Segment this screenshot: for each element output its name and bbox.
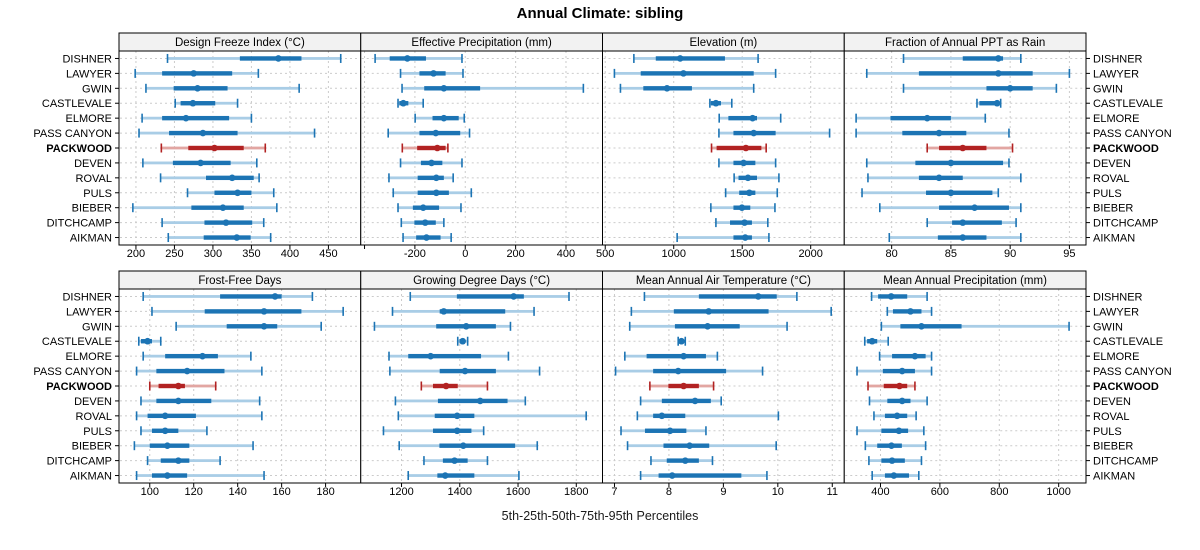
median-dot (948, 160, 955, 167)
iqr-bar (165, 354, 218, 358)
tick-label: 1800 (564, 486, 589, 498)
site-label-left: BIEBER (71, 440, 112, 453)
median-dot (183, 115, 190, 122)
site-label-right: ELMORE (1093, 351, 1140, 364)
median-dot (912, 353, 919, 360)
median-dot (889, 457, 896, 464)
median-dot (441, 115, 448, 122)
site-label-left: PASS CANYON (33, 366, 112, 379)
tick-label: 600 (930, 486, 950, 498)
tick-label: 9 (720, 486, 727, 498)
tick-label: 1000 (661, 248, 686, 260)
iqr-bar (417, 146, 445, 150)
axis-caption: 5th-25th-50th-75th-95th Percentiles (501, 509, 699, 523)
iqr-bar (162, 116, 229, 120)
site-label-left: PASS CANYON (33, 128, 112, 141)
median-dot (190, 70, 197, 77)
site-label-right: PULS (1093, 187, 1122, 200)
site-label-left: PULS (83, 187, 112, 200)
site-label-right: LAWYER (1093, 306, 1140, 319)
median-dot (888, 293, 895, 300)
median-dot (422, 219, 429, 226)
site-label-right: PACKWOOD (1093, 143, 1159, 155)
site-label-right: PACKWOOD (1093, 381, 1159, 393)
iqr-bar (181, 101, 216, 105)
tick-label: 1200 (389, 486, 414, 498)
median-dot (454, 427, 461, 434)
median-dot (1007, 85, 1014, 92)
iqr-bar (674, 309, 769, 313)
tick-label: 200 (126, 248, 146, 260)
median-dot (936, 175, 943, 182)
tick-label: 1000 (1046, 486, 1071, 498)
iqr-bar (205, 309, 302, 313)
iqr-bar (204, 235, 251, 239)
site-label-left: GWIN (82, 83, 112, 96)
iqr-bar (647, 354, 706, 358)
panel-title: Mean Annual Precipitation (mm) (883, 275, 1047, 287)
median-dot (442, 472, 449, 479)
median-dot (739, 204, 746, 211)
iqr-bar (892, 354, 926, 358)
median-dot (896, 427, 903, 434)
iqr-bar (662, 399, 711, 403)
site-label-right: BIEBER (1093, 440, 1134, 453)
site-label-right: DEVEN (1093, 395, 1131, 408)
median-dot (223, 219, 230, 226)
median-dot (948, 189, 955, 196)
iqr-bar (900, 324, 961, 328)
median-dot (433, 189, 440, 196)
site-label-right: PASS CANYON (1093, 366, 1172, 379)
median-dot (675, 368, 682, 375)
site-label-right: ELMORE (1093, 113, 1140, 126)
tick-label: 7 (611, 486, 618, 498)
iqr-bar (884, 384, 907, 388)
site-label-left: ELMORE (65, 113, 112, 126)
median-dot (704, 323, 711, 330)
panel-title: Growing Degree Days (°C) (413, 275, 551, 287)
iqr-bar (424, 86, 480, 90)
median-dot (175, 398, 182, 405)
site-label-left: DEVEN (74, 395, 112, 408)
site-label-right: AIKMAN (1093, 232, 1136, 245)
tick-label: 1500 (729, 248, 755, 260)
percentile-band (398, 414, 586, 417)
median-dot (441, 85, 448, 92)
median-dot (959, 234, 966, 241)
figure-title: Annual Climate: sibling (516, 5, 684, 22)
tick-label: 0 (462, 248, 469, 260)
median-dot (200, 130, 207, 137)
median-dot (894, 413, 901, 420)
median-dot (234, 189, 241, 196)
median-dot (197, 160, 204, 167)
tick-label: 80 (885, 248, 898, 260)
median-dot (705, 308, 712, 315)
tick-label: 800 (990, 486, 1009, 498)
median-dot (741, 219, 748, 226)
median-dot (677, 55, 684, 62)
tick-label: 85 (944, 248, 958, 260)
median-dot (680, 383, 687, 390)
site-label-left: BIEBER (71, 202, 112, 215)
iqr-bar (653, 369, 726, 373)
tick-label: 90 (1004, 248, 1017, 260)
median-dot (229, 175, 236, 182)
median-dot (440, 308, 447, 315)
median-dot (432, 130, 439, 137)
iqr-bar (915, 161, 1003, 165)
tick-label: 500 (596, 248, 615, 260)
median-dot (175, 457, 182, 464)
median-dot (659, 413, 666, 420)
iqr-bar (717, 146, 762, 150)
iqr-bar (881, 429, 908, 433)
median-dot (463, 323, 470, 330)
median-dot (746, 189, 753, 196)
median-dot (199, 353, 206, 360)
median-dot (400, 100, 407, 107)
percentile-band (677, 236, 769, 239)
site-label-left: CASTLEVALE (41, 336, 112, 349)
site-label-right: PASS CANYON (1093, 128, 1172, 141)
tick-label: 400 (280, 248, 300, 260)
iqr-bar (214, 191, 251, 195)
median-dot (667, 427, 674, 434)
tick-label: 450 (319, 248, 338, 260)
site-label-left: GWIN (82, 321, 112, 334)
median-dot (918, 323, 925, 330)
iqr-bar (227, 324, 278, 328)
iqr-bar (730, 220, 752, 224)
percentile-band (904, 57, 1021, 60)
tick-label: -200 (403, 248, 426, 260)
site-label-right: DISHNER (1093, 291, 1143, 304)
median-dot (162, 413, 169, 420)
median-dot (261, 323, 268, 330)
median-dot (678, 338, 685, 345)
site-label-right: DITCHCAMP (1093, 217, 1159, 230)
median-dot (443, 383, 450, 390)
iqr-bar (408, 354, 481, 358)
iqr-bar (656, 56, 725, 60)
percentile-band (904, 87, 1057, 90)
iqr-bar (439, 443, 515, 447)
iqr-bar (902, 131, 966, 135)
tick-label: 8 (665, 486, 672, 498)
median-dot (896, 383, 903, 390)
median-dot (420, 204, 427, 211)
median-dot (891, 472, 898, 479)
median-dot (959, 145, 966, 152)
site-label-left: DITCHCAMP (46, 217, 112, 230)
site-label-right: PULS (1093, 425, 1122, 438)
site-label-left: DISHNER (62, 291, 112, 304)
tick-label: 10 (771, 486, 784, 498)
iqr-bar (645, 429, 686, 433)
tick-label: 95 (1063, 248, 1076, 260)
iqr-bar (191, 205, 243, 209)
site-label-right: DEVEN (1093, 157, 1131, 170)
iqr-bar (653, 414, 685, 418)
iqr-bar (919, 71, 1033, 75)
iqr-bar (156, 399, 211, 403)
median-dot (924, 115, 931, 122)
median-dot (404, 55, 411, 62)
panel-title: Mean Annual Air Temperature (°C) (635, 275, 811, 287)
median-dot (434, 145, 441, 152)
median-dot (994, 100, 1001, 107)
median-dot (750, 130, 757, 137)
tick-label: 11 (826, 486, 838, 498)
median-dot (164, 472, 171, 479)
site-label-left: PACKWOOD (46, 381, 112, 393)
median-dot (272, 293, 279, 300)
site-label-right: CASTLEVALE (1093, 336, 1164, 349)
iqr-bar (890, 116, 950, 120)
tick-label: 250 (165, 248, 184, 260)
median-dot (423, 234, 430, 241)
median-dot (680, 353, 687, 360)
tick-label: 180 (316, 486, 335, 498)
median-dot (261, 308, 268, 315)
median-dot (451, 457, 458, 464)
site-label-right: LAWYER (1093, 68, 1140, 81)
site-label-left: PULS (83, 425, 112, 438)
median-dot (220, 204, 227, 211)
median-dot (433, 175, 440, 182)
median-dot (680, 70, 687, 77)
iqr-bar (433, 429, 471, 433)
median-dot (749, 115, 756, 122)
tick-label: 100 (140, 486, 159, 498)
site-label-left: DISHNER (62, 53, 112, 66)
tick-label: 350 (242, 248, 261, 260)
site-label-left: CASTLEVALE (41, 98, 112, 111)
median-dot (682, 457, 689, 464)
panel-title: Effective Precipitation (mm) (411, 37, 552, 49)
median-dot (190, 100, 197, 107)
median-dot (477, 398, 484, 405)
median-dot (936, 130, 943, 137)
median-dot (713, 100, 720, 107)
median-dot (995, 70, 1002, 77)
site-label-left: PACKWOOD (46, 143, 112, 155)
median-dot (144, 338, 151, 345)
site-label-left: DEVEN (74, 157, 112, 170)
site-label-left: LAWYER (65, 306, 112, 319)
tick-label: 2000 (798, 248, 823, 260)
panel-title: Elevation (m) (689, 37, 758, 49)
median-dot (427, 353, 434, 360)
median-dot (899, 368, 906, 375)
median-dot (971, 204, 978, 211)
iqr-bar (440, 309, 506, 313)
site-label-left: ELMORE (65, 351, 112, 364)
median-dot (175, 383, 182, 390)
iqr-bar (162, 71, 232, 75)
median-dot (686, 442, 693, 449)
site-label-right: CASTLEVALE (1093, 98, 1164, 111)
site-label-left: AIKMAN (69, 232, 112, 245)
site-label-left: DITCHCAMP (46, 455, 112, 468)
median-dot (510, 293, 517, 300)
site-label-right: GWIN (1093, 321, 1123, 334)
iqr-bar (148, 414, 196, 418)
median-dot (888, 442, 895, 449)
tick-label: 1600 (505, 486, 531, 498)
iqr-bar (438, 399, 508, 403)
iqr-bar (418, 176, 444, 180)
median-dot (692, 398, 699, 405)
tick-label: 300 (203, 248, 223, 260)
iqr-bar (926, 191, 992, 195)
site-label-right: DISHNER (1093, 53, 1143, 66)
median-dot (184, 368, 191, 375)
median-dot (959, 219, 966, 226)
site-label-left: ROVAL (75, 172, 112, 185)
median-dot (462, 368, 469, 375)
site-label-right: ROVAL (1093, 172, 1130, 185)
median-dot (460, 442, 467, 449)
median-dot (664, 85, 671, 92)
iqr-bar (419, 131, 460, 135)
panel-title: Fraction of Annual PPT as Rain (885, 37, 1046, 49)
median-dot (430, 70, 437, 77)
panel-title: Frost-Free Days (198, 275, 282, 287)
tick-label: 120 (184, 486, 203, 498)
median-dot (869, 338, 876, 345)
site-label-right: DITCHCAMP (1093, 455, 1159, 468)
median-dot (162, 427, 169, 434)
tick-label: 400 (871, 486, 890, 498)
tick-label: 400 (556, 248, 576, 260)
median-dot (743, 145, 750, 152)
tick-label: 1400 (447, 486, 473, 498)
median-dot (907, 308, 914, 315)
median-dot (740, 160, 747, 167)
tick-label: 140 (228, 486, 247, 498)
median-dot (995, 55, 1002, 62)
median-dot (899, 398, 906, 405)
iqr-bar (699, 294, 777, 298)
median-dot (755, 293, 762, 300)
tick-label: 160 (272, 486, 291, 498)
tick-label: 200 (506, 248, 525, 260)
median-dot (194, 85, 201, 92)
median-dot (742, 234, 749, 241)
median-dot (459, 338, 466, 345)
iqr-bar (240, 56, 302, 60)
site-label-left: LAWYER (65, 68, 112, 81)
median-dot (211, 145, 218, 152)
site-label-left: AIKMAN (69, 470, 112, 483)
iqr-bar (641, 71, 754, 75)
median-dot (454, 413, 461, 420)
median-dot (233, 234, 240, 241)
panel-title: Design Freeze Index (°C) (174, 37, 305, 49)
site-label-right: BIEBER (1093, 202, 1134, 215)
median-dot (745, 175, 752, 182)
median-dot (275, 55, 282, 62)
median-dot (164, 442, 171, 449)
median-dot (428, 160, 435, 167)
site-label-left: ROVAL (75, 410, 112, 423)
site-label-right: GWIN (1093, 83, 1123, 96)
site-label-right: AIKMAN (1093, 470, 1136, 483)
median-dot (669, 472, 676, 479)
site-label-right: ROVAL (1093, 410, 1130, 423)
